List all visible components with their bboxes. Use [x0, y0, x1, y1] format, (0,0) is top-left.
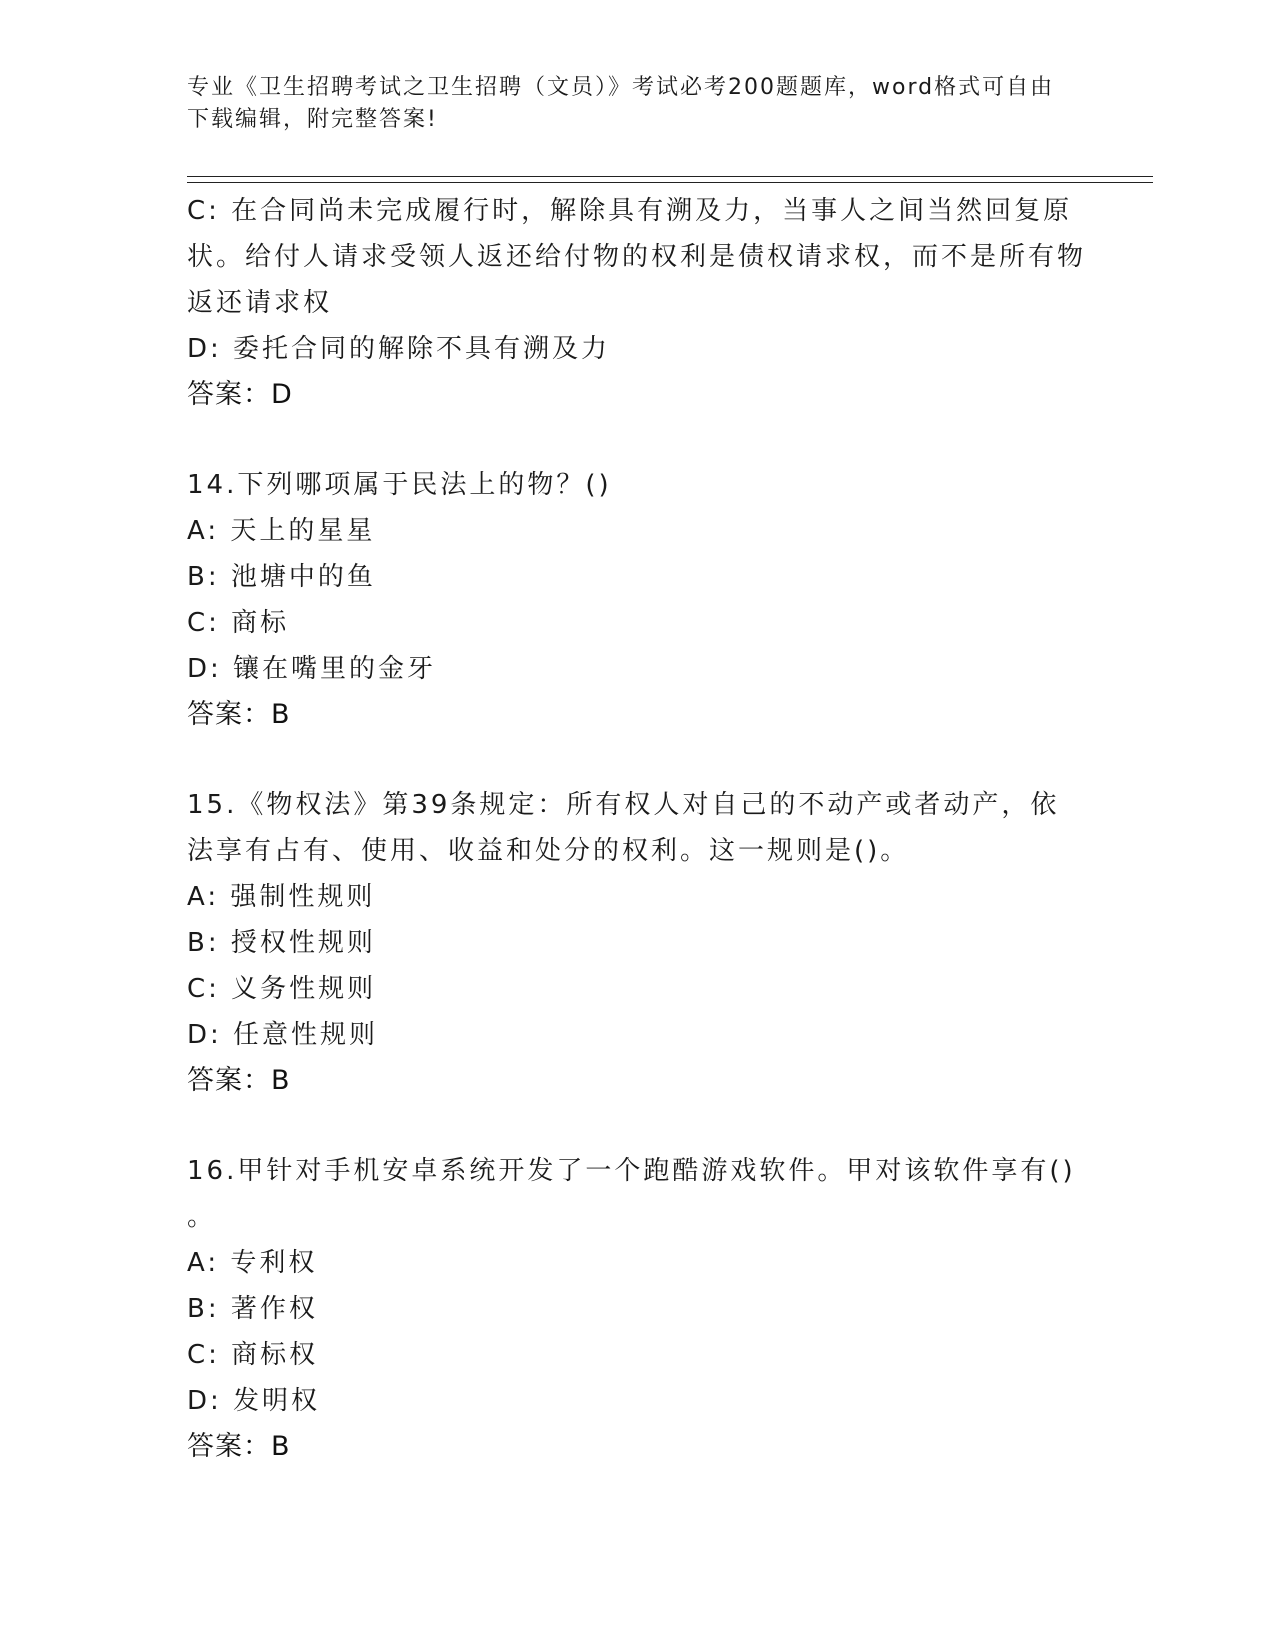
option-b: B: 著作权 — [187, 1294, 318, 1324]
option-c: C: 商标 — [187, 608, 290, 638]
answer-line: 答案：B — [187, 1431, 291, 1462]
spacer — [187, 1104, 1087, 1148]
option-d: D: 发明权 — [187, 1386, 321, 1416]
option-a: A: 专利权 — [187, 1248, 318, 1278]
answer-line: 答案：B — [187, 699, 291, 730]
option-d: D: 镶在嘴里的金牙 — [187, 654, 437, 684]
question-stem: 16.甲针对手机安卓系统开发了一个跑酷游戏软件。甲对该软件享有() — [187, 1156, 1076, 1186]
document-intro: 专业《卫生招聘考试之卫生招聘（文员）》考试必考200题题库，word格式可自由下载编辑，附完整答案! — [187, 75, 1055, 132]
header-divider-top — [187, 176, 1153, 177]
question-15 — [187, 782, 1087, 1104]
option-a: A: 强制性规则 — [187, 882, 376, 912]
spacer — [187, 418, 1087, 462]
option-a: A: 天上的星星 — [187, 516, 376, 546]
option-d: D: 任意性规则 — [187, 1020, 379, 1050]
question-16 — [187, 1148, 1087, 1470]
question-stem-tail: 。 — [187, 1202, 217, 1232]
question-14 — [187, 462, 1087, 738]
option-c: C: 在合同尚未完成履行时，解除具有溯及力，当事人之间当然回复原状。给付人请求受领人返还给付物的权利是债权请求权，而不是所有物返还请求权 — [187, 196, 1087, 318]
previous-question-continuation — [187, 188, 1087, 418]
option-b: B: 池塘中的鱼 — [187, 562, 376, 592]
question-content — [187, 188, 1087, 1470]
question-stem: 14.下列哪项属于民法上的物？() — [187, 470, 612, 500]
header-divider-bottom — [187, 182, 1153, 183]
spacer — [187, 738, 1087, 782]
option-d: D: 委托合同的解除不具有溯及力 — [187, 334, 611, 364]
answer-line: 答案：D — [187, 379, 293, 410]
answer-line: 答案：B — [187, 1065, 291, 1096]
question-stem: 15.《物权法》第39条规定：所有权人对自己的不动产或者动产，依法享有占有、使用、收益和处分的权利。这一规则是()。 — [187, 790, 1060, 866]
option-c: C: 商标权 — [187, 1340, 319, 1370]
option-b: B: 授权性规则 — [187, 928, 376, 958]
option-c: C: 义务性规则 — [187, 974, 377, 1004]
